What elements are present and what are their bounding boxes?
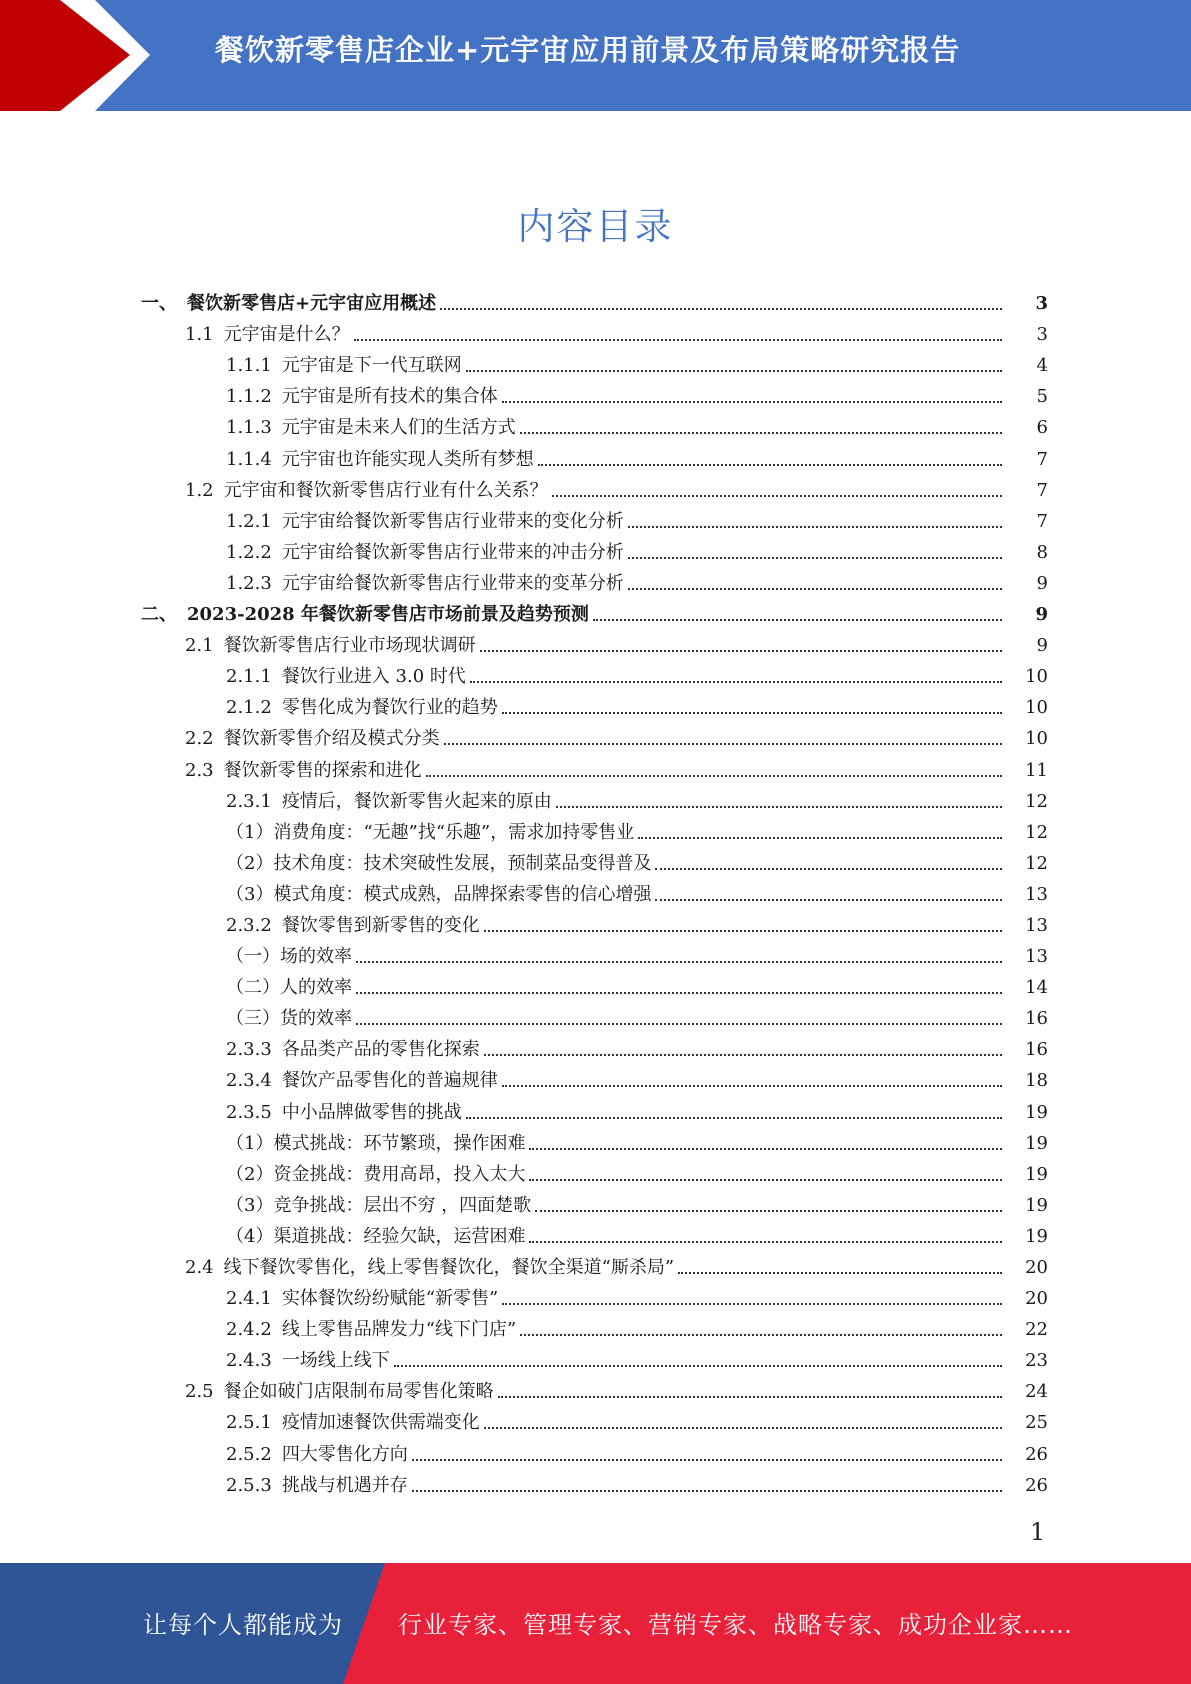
toc-dot-leader [529,1240,1002,1243]
toc-entry-label [226,946,352,968]
toc-entry-page: 19 [1025,1101,1048,1123]
toc-entry-label [141,293,436,315]
toc-entry[interactable] [0,906,1191,937]
toc-entry-label [226,449,534,471]
toc-entry-text: 元宇宙是下一代互联网 [281,355,462,377]
toc-entry[interactable] [0,533,1191,564]
toc-entry-label [226,417,516,439]
toc-entry-label [226,1039,480,1061]
toc-entry-label [226,697,498,719]
toc-dot-leader [552,494,1002,497]
toc-entry[interactable] [0,1155,1191,1186]
toc-entry[interactable] [0,688,1191,719]
toc-entry-text: 各品类产品的零售化探索 [281,1039,480,1061]
toc-entry-page: 23 [1025,1350,1048,1372]
toc-entry[interactable] [0,875,1191,906]
toc-dot-leader [628,556,1002,559]
toc-dot-leader [535,1209,1002,1212]
toc-entry-text: 元宇宙给餐饮新零售店行业带来的变革分析 [281,572,624,594]
toc-entry[interactable] [0,1341,1191,1372]
toc-dot-leader [466,369,1002,372]
toc-entry-text: 餐饮新零售店行业市场现状调研 [223,635,476,657]
toc-entry-number: 一、 [141,293,177,315]
toc-entry-text: 餐饮零售到新零售的变化 [281,914,480,936]
toc-entry-text: 元宇宙是未来人们的生活方式 [281,417,516,439]
toc-entry[interactable] [0,844,1191,875]
toc-entry[interactable] [0,657,1191,688]
toc-entry-label [226,1412,480,1434]
toc-entry-label [226,1226,525,1248]
toc-dot-leader [356,991,1002,994]
toc-entry-number: 2.1.1 [226,666,272,688]
toc-entry-number: 1.2.2 [226,541,272,563]
toc-entry-label [226,542,624,564]
toc-entry[interactable] [0,502,1191,533]
toc-entry-label [226,1195,531,1217]
toc-entry[interactable] [0,1092,1191,1123]
toc-entry-number: 2.3 [185,759,214,781]
toc-entry-text: （3）竞争挑战：层出不穷 ，四面楚歌 [226,1194,532,1216]
toc-entry-text: 餐饮新零售的探索和进化 [223,759,422,781]
toc-entry-number: 1.2.3 [226,572,272,594]
toc-entry-page: 19 [1025,1132,1048,1154]
toc-dot-leader [678,1271,1002,1274]
toc-entry-text: 元宇宙给餐饮新零售店行业带来的变化分析 [281,510,624,532]
toc-entry-label [185,760,422,782]
toc-entry-number: 2.5 [185,1381,214,1403]
toc-dot-leader [529,1178,1002,1181]
toc-entry-number: 2.4.3 [226,1350,272,1372]
toc-entry[interactable] [0,408,1191,439]
toc-entry-label [141,604,589,626]
toc-dot-leader [412,1458,1002,1461]
toc-entry-label [226,511,624,533]
toc-dot-leader [470,680,1002,683]
toc-dot-leader [354,338,1002,341]
toc-entry[interactable] [0,1061,1191,1092]
toc-entry-label [226,884,651,906]
toc-entry[interactable] [0,1186,1191,1217]
toc-heading: 内容目录 [517,205,674,248]
toc-entry[interactable] [0,719,1191,750]
toc-dot-leader [394,1364,1002,1367]
toc-entry-label [226,791,552,813]
toc-entry-number: 二、 [141,604,177,626]
toc-entry[interactable] [0,1434,1191,1465]
footer-banner [0,1563,1191,1684]
toc-entry-number: 1.2 [185,479,214,501]
toc-entry-text: （2）资金挑战：费用高昂，投入太大 [226,1163,526,1185]
toc-entry[interactable] [0,1124,1191,1155]
toc-dot-leader [356,960,1002,963]
toc-entry-number: 2.3.4 [226,1070,272,1092]
toc-entry-text: （1）消费角度：“无趣”找“乐趣”，需求加持零售业 [226,821,635,843]
toc-entry-label [226,1350,390,1372]
toc-entry-page: 11 [1025,759,1048,781]
footer-slogan-right: 行业专家、管理专家、营销专家、战略专家、成功企业家…… [398,1611,1073,1639]
toc-dot-leader [426,774,1002,777]
toc-entry-text: 零售化成为餐饮行业的趋势 [281,697,498,719]
toc-entry-text: 餐饮行业进入 3.0 时代 [281,666,466,688]
toc-entry-page: 26 [1025,1443,1048,1465]
toc-entry-label [226,1475,408,1497]
toc-entry-page: 7 [1036,510,1048,532]
toc-entry[interactable] [0,471,1191,502]
toc-dot-leader [466,1116,1002,1119]
toc-entry-page: 9 [1036,635,1048,657]
toc-entry-text: 餐饮新零售店+元宇宙应用概述 [187,293,437,315]
toc-entry-page: 13 [1025,914,1048,936]
toc-entry-text: 餐饮产品零售化的普遍规律 [281,1070,498,1092]
toc-dot-leader [440,307,1002,310]
toc-entry-label [226,1319,516,1341]
toc-dot-leader [520,1333,1002,1336]
toc-entry-page: 5 [1036,386,1048,408]
toc-entry-page: 18 [1025,1070,1048,1092]
toc-entry-page: 19 [1025,1225,1048,1247]
toc-entry-page: 10 [1025,666,1048,688]
toc-dot-leader [655,898,1002,901]
toc-entry-label [226,355,462,377]
toc-dot-leader [638,836,1002,839]
toc-entry-number: 2.2 [185,728,214,750]
toc-entry[interactable] [0,782,1191,813]
toc-entry-label [226,1008,352,1030]
toc-entry[interactable] [0,315,1191,346]
toc-entry-number: 2.4.1 [226,1288,272,1310]
toc-entry[interactable] [0,564,1191,595]
toc-dot-leader [502,1084,1002,1087]
toc-entry-text: 餐饮新零售介绍及模式分类 [223,728,440,750]
toc-entry-label [226,573,624,595]
toc-entry-number: 2.4 [185,1257,214,1278]
toc-entry-text: 一场线上线下 [281,1350,390,1372]
toc-entry-label [226,822,634,844]
toc-entry-text: （一）场的效率 [226,946,352,968]
toc-entry-page: 20 [1025,1288,1048,1310]
toc-entry-number: 2.3.5 [226,1101,272,1123]
toc-entry-page: 3 [1035,293,1048,315]
toc-entry-text: 疫情加速餐饮供需端变化 [281,1412,480,1434]
toc-entry-page: 13 [1025,946,1048,968]
toc-dot-leader [593,618,1002,621]
toc-entry-label [185,1257,674,1279]
toc-entry-text: （二）人的效率 [226,977,352,999]
toc-entry-label [226,977,352,999]
toc-dot-leader [502,1302,1002,1305]
toc-entry-label [226,1164,525,1186]
toc-entry-label [185,324,350,346]
toc-entry-number: 1.2.1 [226,510,272,532]
toc-dot-leader [356,1022,1002,1025]
toc-entry-number: 2.5.3 [226,1474,272,1496]
toc-entry-label [185,728,440,750]
toc-entry-page: 12 [1025,821,1048,843]
toc-entry-page: 16 [1025,1039,1048,1061]
toc-entry-text: 中小品牌做零售的挑战 [281,1101,462,1123]
toc-entry-page: 7 [1036,479,1048,501]
toc-dot-leader [484,1053,1002,1056]
toc-entry-page: 22 [1025,1319,1048,1341]
toc-dot-leader [444,742,1002,745]
toc-entry[interactable] [0,377,1191,408]
toc-entry-page: 19 [1025,1194,1048,1216]
toc-entry-number: 2.1 [185,635,214,657]
toc-entry-number: 2.1.2 [226,697,272,719]
toc-entry-page: 14 [1025,977,1048,999]
toc-entry-number: 2.3.1 [226,790,272,812]
toc-entry[interactable] [0,1310,1191,1341]
toc-entry-text: 元宇宙和餐饮新零售店行业有什么关系？ [223,479,548,501]
toc-entry-text: （三）货的效率 [226,1008,352,1030]
toc-entry-number: 2.5.2 [226,1443,272,1465]
toc-entry-page: 8 [1036,541,1048,563]
toc-entry-page: 10 [1025,697,1048,719]
header-banner [0,0,1191,111]
toc-entry-label [226,853,651,875]
toc-entry-label [226,1133,525,1155]
toc-dot-leader [484,1426,1002,1429]
toc-entry-page: 24 [1025,1381,1048,1403]
toc-entry-number: 2.3.2 [226,914,272,936]
toc-entry-label [185,1381,494,1403]
toc-dot-leader [412,1489,1002,1492]
toc-entry-text: 疫情后，餐饮新零售火起来的原由 [281,790,552,812]
toc-dot-leader [502,400,1002,403]
toc-entry[interactable] [0,937,1191,968]
toc-entry-text: （3）模式角度：模式成熟，品牌探索零售的信心增强 [226,883,652,905]
toc-entry-page: 16 [1025,1008,1048,1030]
toc-dot-leader [655,867,1002,870]
toc-dot-leader [520,431,1002,434]
toc-entry-text: 四大零售化方向 [281,1443,408,1465]
toc-entry[interactable] [0,595,1191,626]
toc-entry-page: 10 [1025,728,1048,750]
toc-entry-text: 餐企如破门店限制布局零售化策略 [223,1381,494,1403]
toc-entry-number: 2.5.1 [226,1412,272,1434]
toc-entry-page: 26 [1025,1474,1048,1496]
toc-entry[interactable] [0,750,1191,781]
toc-dot-leader [480,649,1002,652]
toc-dot-leader [628,525,1002,528]
toc-dot-leader [502,711,1002,714]
toc-entry-number: 2.4.2 [226,1319,272,1341]
toc-entry-number: 1.1.2 [226,386,272,408]
toc-dot-leader [538,463,1002,466]
toc-entry[interactable] [0,1248,1191,1279]
footer-slogan-left: 让每个人都能成为 [143,1611,343,1639]
toc-entry-label [226,1102,462,1124]
toc-entry[interactable] [0,346,1191,377]
toc-entry-text: 2023-2028 年餐饮新零售店市场前景及趋势预测 [187,604,589,626]
toc-entry-page: 20 [1025,1257,1048,1278]
toc-entry[interactable] [0,1466,1191,1497]
toc-entry-text: 挑战与机遇并存 [281,1474,408,1496]
toc-entry[interactable] [0,813,1191,844]
toc-entry-label [226,1444,408,1466]
toc-entry-text: 线上零售品牌发力“线下门店” [281,1319,517,1341]
toc-entry-page: 7 [1036,448,1048,470]
toc-entry-page: 4 [1036,355,1048,377]
toc-entry-number: 1.1 [185,324,214,346]
toc-entry-number: 2.3.3 [226,1039,272,1061]
toc-entry[interactable] [0,284,1191,315]
toc-entry[interactable] [0,1372,1191,1403]
toc-entry[interactable] [0,1279,1191,1310]
toc-entry[interactable] [0,1030,1191,1061]
toc-dot-leader [484,929,1002,932]
toc-entry-page: 6 [1036,417,1048,439]
toc-entry-page: 25 [1025,1412,1048,1434]
toc-entry[interactable] [0,1217,1191,1248]
toc-entry-label [226,1070,498,1092]
toc-entry-text: （2）技术角度：技术突破性发展，预制菜品变得普及 [226,852,652,874]
toc-entry-label [185,480,548,502]
toc-dot-leader [498,1395,1002,1398]
toc-entry-label [185,635,476,657]
toc-entry[interactable] [0,968,1191,999]
toc-entry-number: 1.1.1 [226,355,272,377]
toc-entry-number: 1.1.3 [226,417,272,439]
toc-entry-text: 元宇宙给餐饮新零售店行业带来的冲击分析 [281,541,624,563]
toc-entry[interactable] [0,1403,1191,1434]
toc-dot-leader [628,587,1002,590]
toc-entry-page: 19 [1025,1163,1048,1185]
toc-dot-leader [556,805,1002,808]
toc-entry-label [226,1288,498,1310]
report-title: 餐饮新零售店企业+元宇宙应用前景及布局策略研究报告 [215,33,961,67]
toc-entry[interactable] [0,999,1191,1030]
toc-entry-page: 12 [1025,790,1048,812]
toc-entry-label [226,666,466,688]
toc-entry-text: （1）模式挑战：环节繁琐，操作困难 [226,1132,526,1154]
toc-entry-text: 元宇宙是所有技术的集合体 [281,386,498,408]
toc-entry-text: 实体餐饮纷纷赋能“新零售” [281,1288,499,1310]
toc-entry-text: 元宇宙也许能实现人类所有梦想 [281,448,534,470]
toc-entry[interactable] [0,439,1191,470]
toc-entry-number: 1.1.4 [226,448,272,470]
toc-entry[interactable] [0,626,1191,657]
toc-entry-page: 9 [1036,572,1048,594]
toc-entry-text: 线下餐饮零售化，线上零售餐饮化，餐饮全渠道“厮杀局” [223,1257,675,1278]
toc-entry-label [226,386,498,408]
toc-entry-text: （4）渠道挑战：经验欠缺，运营困难 [226,1225,526,1247]
toc-entry-label [226,915,480,937]
toc-entry-text: 元宇宙是什么？ [223,324,350,346]
table-of-contents [0,284,1191,1497]
toc-dot-leader [529,1147,1002,1150]
toc-entry-page: 3 [1036,324,1048,346]
toc-entry-page: 13 [1025,883,1048,905]
toc-entry-page: 9 [1035,604,1048,626]
page-number: 1 [1030,1518,1046,1546]
toc-entry-page: 12 [1025,852,1048,874]
